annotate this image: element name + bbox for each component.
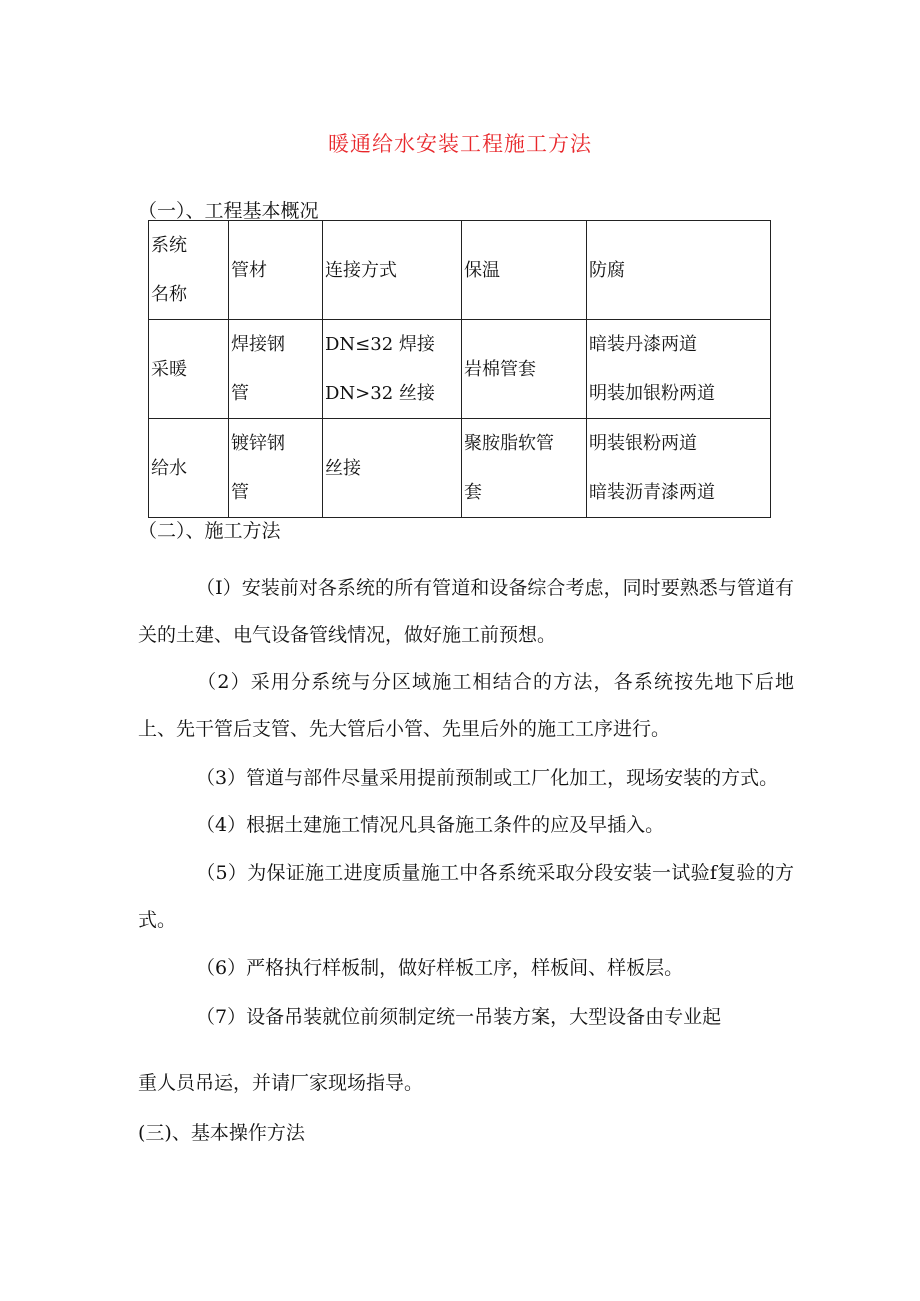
paragraph — [138, 850, 794, 944]
cell-line: 管材 — [231, 259, 267, 281]
cell-line: 明装加银粉两道 — [589, 383, 715, 404]
cell-line: 管 — [231, 383, 249, 404]
table-header-cell — [229, 221, 323, 320]
cell-line: 防腐 — [589, 259, 625, 281]
table-cell — [149, 419, 229, 518]
cell-line: 暗装丹漆两道 — [589, 334, 697, 355]
section-heading-basic-operation: (三)、基本操作方法 — [138, 1122, 305, 1144]
table-cell — [587, 320, 771, 419]
cell-line: 明装银粉两道 — [589, 433, 697, 454]
paragraph — [138, 945, 794, 992]
paragraph-continuation — [138, 1060, 794, 1107]
paragraph-text: （2）采用分系统与分区域施工相结合的方法，各系统按先地下后地上、先干管后支管、先大管后小管、先里后外的施工工序进行。 — [138, 671, 794, 740]
table-header-cell — [587, 221, 771, 320]
paragraph-text: （6）严格执行样板制，做好样板工序，样板间、样板层。 — [196, 957, 684, 979]
table-cell — [587, 419, 771, 518]
section-heading-overview: （一）、工程基本概况 — [138, 200, 319, 222]
table-cell — [323, 419, 462, 518]
cell-line: 连接方式 — [325, 259, 397, 281]
paragraph — [138, 994, 794, 1041]
table-cell — [229, 320, 323, 419]
table-cell — [462, 419, 587, 518]
table-row — [149, 419, 771, 518]
cell-line: 暗装沥青漆两道 — [589, 482, 715, 503]
cell-line: 岩棉管套 — [464, 358, 536, 380]
paragraph — [138, 802, 794, 849]
cell-line: 丝接 — [325, 457, 361, 479]
paragraph-text: （4）根据土建施工情况凡具备施工条件的应及早插入。 — [196, 814, 665, 836]
table-row — [149, 320, 771, 419]
table-cell — [323, 320, 462, 419]
paragraph-text: （7）设备吊装就位前须制定统一吊装方案，大型设备由专业起 — [196, 1006, 722, 1028]
paragraph — [138, 565, 794, 659]
table-header-cell — [462, 221, 587, 320]
cell-line: 管 — [231, 482, 249, 503]
overview-table — [148, 220, 771, 518]
cell-line: 系统 — [151, 235, 187, 256]
paragraph-text: （3）管道与部件尽量采用提前预制或工厂化加工，现场安装的方式。 — [196, 767, 779, 789]
table-cell — [462, 320, 587, 419]
paragraph — [138, 755, 794, 802]
document-title: 暖通给水安装工程施工方法 — [328, 132, 592, 156]
cell-line: 保温 — [464, 259, 500, 281]
paragraph-text: （5）为保证施工进度质量施工中各系统采取分段安装一试验f复验的方式。 — [138, 862, 794, 931]
cell-line: DN>32 丝接 — [325, 383, 435, 404]
cell-line: 镀锌钢 — [231, 433, 285, 454]
table-header-cell — [323, 221, 462, 320]
cell-line: DN≤32 焊接 — [325, 334, 435, 355]
paragraph — [138, 659, 794, 753]
cell-line: 套 — [464, 482, 482, 503]
cell-line: 名称 — [151, 284, 187, 305]
cell-line: 焊接钢 — [231, 334, 285, 355]
cell-line: 采暖 — [151, 358, 187, 380]
cell-line: 给水 — [151, 457, 187, 479]
cell-line: 聚胺脂软管 — [464, 433, 554, 454]
paragraph-text: （I）安装前对各系统的所有管道和设备综合考虑，同时要熟悉与管道有关的土建、电气设备管线情况，做好施工前预想。 — [138, 577, 794, 646]
section-heading-construction-method: （二）、施工方法 — [138, 520, 281, 542]
table-header-row — [149, 221, 771, 320]
table-cell — [229, 419, 323, 518]
paragraph-text: 重人员吊运，并请厂家现场指导。 — [138, 1072, 424, 1094]
table-header-cell — [149, 221, 229, 320]
table-cell — [149, 320, 229, 419]
